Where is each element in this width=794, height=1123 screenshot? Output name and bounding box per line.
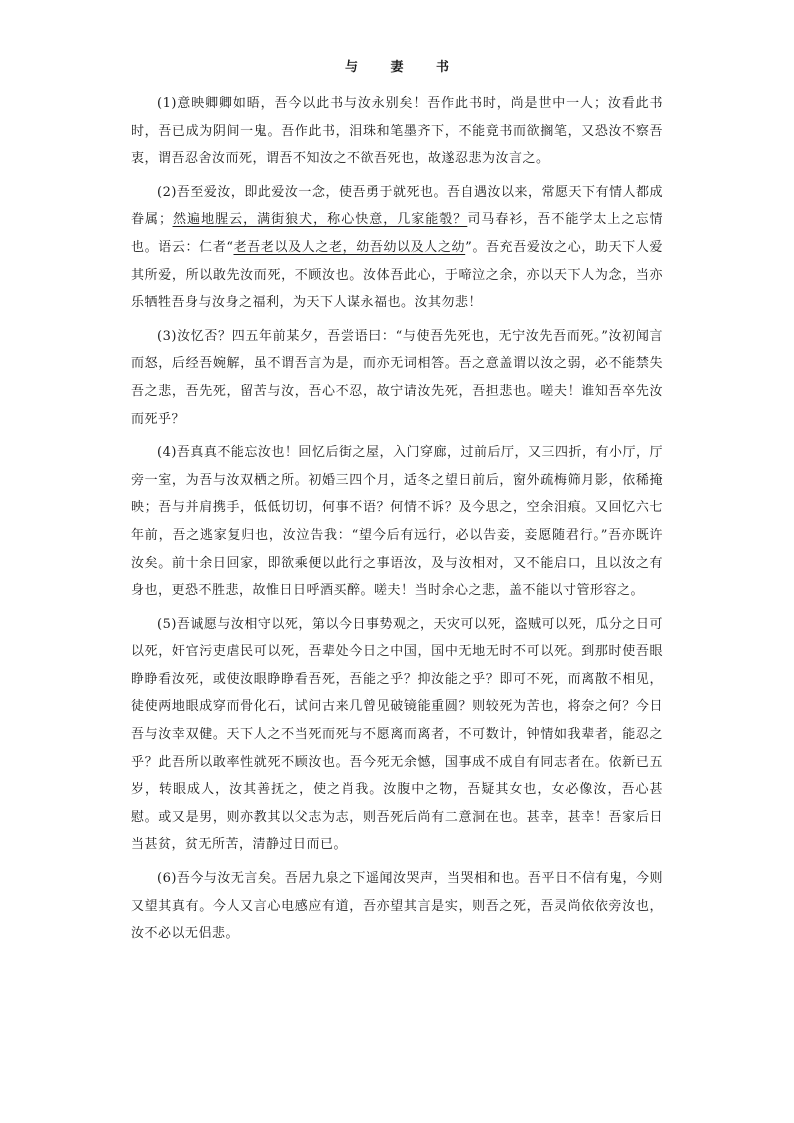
document-title: 与 妻 书: [344, 60, 464, 75]
paragraph-2-part-1: (2)吾至爱汝，即此爱汝一念，使吾勇于就死也。吾自遇汝以来，常愿天下有情人都成眷属；: [131, 184, 663, 228]
paragraph-2: [131, 179, 663, 317]
paragraph-2-part-3: ”。吾充吾爱汝之心，助天下人爱其所爱，所以敢先汝而死，不顾汝也。汝体吾此心，于啼泣之余，亦以天下人为念，当亦乐牺牲吾身与汝身之福利，为天下人谋永福也。汝其勿悲！: [131, 239, 663, 311]
underlined-phrase-1: 然遍地腥云，满街狼犬，称心快意，几家能彀？: [172, 212, 468, 228]
paragraph-1: (1)意映卿卿如晤，吾今以此书与汝永别矣！吾作此书时，尚是世中一人；汝看此书时，吾已成为阴间一鬼。吾作此书，泪珠和笔墨齐下，不能竟书而欲搁笔，又恐汝不察吾衷，谓吾忍舍汝而死，谓吾不知汝之不欲吾死也，故遂忍悲为汝言之。: [131, 96, 663, 167]
paragraph-3: (3)汝忆否？四五年前某夕，吾尝语曰：“与使吾先死也，无宁汝先吾而死。”汝初闻言而怒，后经吾婉解，虽不谓吾言为是，而亦无词相答。吾之意盖谓以汝之弱，必不能禁失吾之悲，吾先死，留苦与汝，吾心不忍，故宁请汝先死，吾担悲也。嗟夫！谁知吾卒先汝而死乎？: [131, 328, 663, 427]
paragraph-5: (5)吾诚愿与汝相守以死，第以今日事势观之，天灾可以死，盗贼可以死，瓜分之日可以死，奸官污吏虐民可以死，吾辈处今日之中国，国中无地无时不可以死。到那时使吾眼睁睁看汝死，或使汝眼睁睁看吾死，吾能之乎？抑汝能之乎？即可不死，而离散不相见，徒使两地眼成穿而骨化石，试问古来几曾见破镜能重圆？则较死为苦也，将奈之何？今日吾与汝幸双健。天下人之不当死而死与不愿离而离者，不可数计，钟情如我辈者，能忍之乎？此吾所以敢率性就死不顾汝也。吾今死无余憾，国事成不成自有同志者在。依新已五岁，转眼成人，汝其善抚之，使之肖我。汝腹中之物，吾疑其女也，女必像汝，吾心甚慰。或又是男，则亦教其以父志为志，则吾死后尚有二意洞在也。甚幸，甚幸！吾家后日当甚贫，贫无所苦，清静过日而已。: [131, 616, 663, 853]
paragraph-2-part-2: 司马春衫，吾不能学太上之忘情也。语云：仁者“: [131, 212, 663, 255]
document-page: [131, 58, 663, 954]
paragraph-6: (6)吾今与汝无言矣。吾居九泉之下遥闻汝哭声，当哭相和也。吾平日不信有鬼，今则又望其真有。今人又言心电感应有道，吾亦望其言是实，则吾之死，吾灵尚依依旁汝也，汝不必以无侣悲。: [131, 871, 663, 942]
underlined-phrase-2: 老吾老以及人之老，幼吾幼以及人之幼: [233, 239, 466, 255]
paragraph-4: (4)吾真真不能忘汝也！回忆后街之屋，入门穿廊，过前后厅，又三四折，有小厅，厅旁一室，为吾与汝双栖之所。初婚三四个月，适冬之望日前后，窗外疏梅筛月影，依稀掩映；吾与并肩携手，低低切切，何事不语？何情不诉？及今思之，空余泪痕。又回忆六七年前，吾之逃家复归也，汝泣告我：“望今后有远行，必以告妾，妾愿随君行。”吾亦既许汝矣。前十余日回家，即欲乘便以此行之事语汝，及与汝相对，又不能启口，且以汝之有身也，更恐不胜悲，故惟日日呼酒买醉。嗟夫！当时余心之悲，盖不能以寸管形容之。: [131, 445, 663, 599]
